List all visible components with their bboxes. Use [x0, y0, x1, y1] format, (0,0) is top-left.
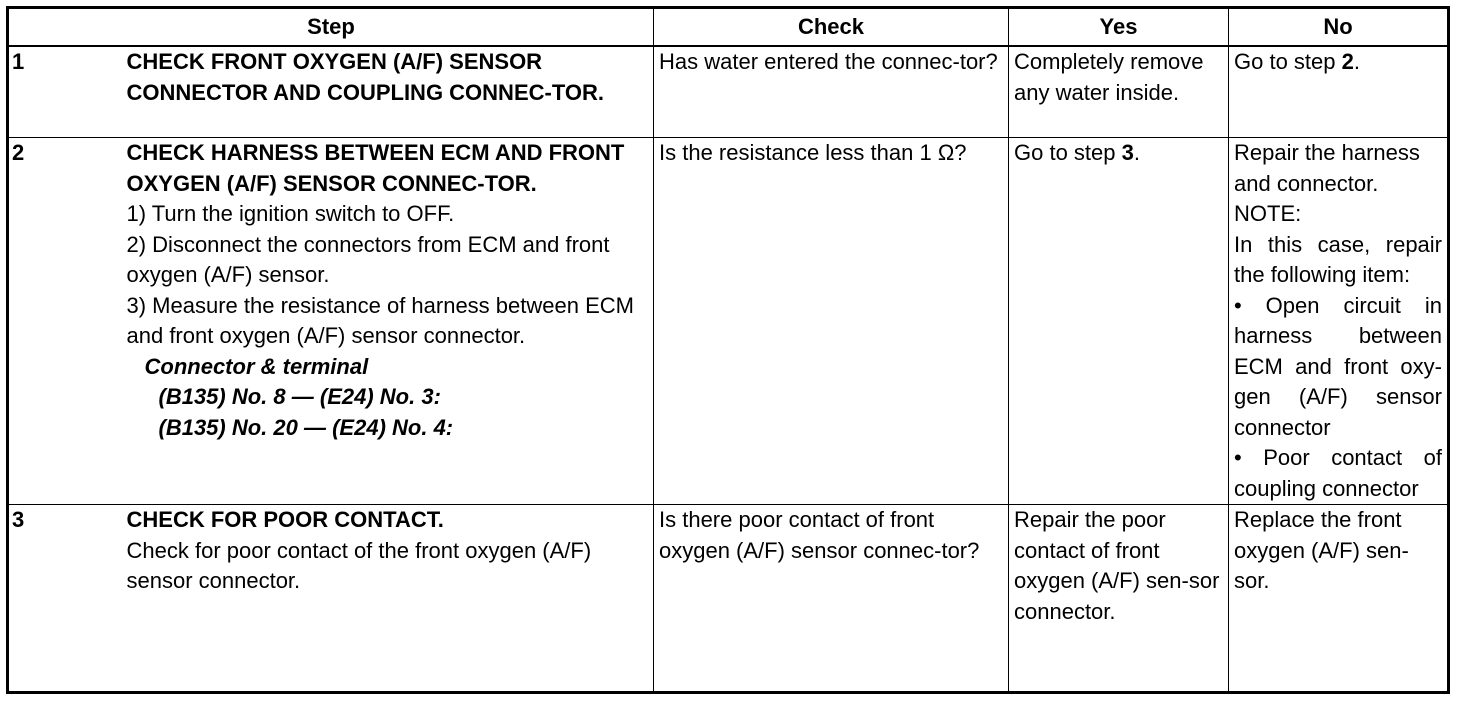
table-row [8, 138, 1449, 505]
yes-cell: Completely remove any water inside. [1009, 46, 1229, 138]
no-cell [1229, 46, 1449, 138]
check-cell: Is there poor contact of front oxygen (A/F) sensor connec-tor? [654, 505, 1009, 693]
header-yes: Yes [1009, 8, 1229, 47]
instruction-line: Check for poor contact of the front oxygen (A/F) sensor connector. [126, 537, 592, 593]
no-step-ref: 2 [1341, 49, 1354, 74]
instruction-line: 2) Disconnect the connectors from ECM and front oxygen (A/F) sensor. [126, 231, 610, 287]
no-cell: Replace the front oxygen (A/F) sen-sor. [1229, 505, 1449, 693]
header-step: Step [8, 8, 654, 47]
table-row [8, 505, 1449, 693]
step-cell [127, 138, 654, 505]
instruction-line: 3) Measure the resistance of harness between ECM and front oxygen (A/F) sensor connector. [126, 292, 634, 348]
yes-text: Go to step [1014, 140, 1122, 165]
instruction-line: 1) Turn the ignition switch to OFF. [126, 201, 455, 226]
table-row [8, 46, 1449, 138]
connector-title: Connector & terminal [144, 353, 369, 379]
step-number: 2 [8, 138, 127, 505]
note-text: In this case, repair the following item: [1234, 231, 1442, 287]
step-title: CHECK FRONT OXYGEN (A/F) SENSOR CONNECTOR AND COUPLING CONNEC-TOR. [126, 49, 604, 105]
note-label: NOTE: [1234, 201, 1302, 226]
step-cell [127, 46, 654, 138]
check-cell: Is the resistance less than 1 Ω? [654, 138, 1009, 505]
yes-cell [1009, 138, 1229, 505]
header-row [8, 8, 1449, 47]
step-title: CHECK FOR POOR CONTACT. [126, 507, 444, 532]
no-suffix: . [1353, 49, 1360, 74]
connector-terminal: (B135) No. 8 — (E24) No. 3: [158, 384, 441, 409]
connector-terminal: (B135) No. 20 — (E24) No. 4: [158, 414, 454, 440]
yes-step-ref: 3 [1121, 140, 1134, 165]
yes-suffix: . [1133, 140, 1140, 165]
no-cell [1229, 138, 1449, 505]
header-check: Check [654, 8, 1009, 47]
check-cell: Has water entered the connec-tor? [654, 46, 1009, 138]
step-number: 1 [8, 46, 127, 138]
step-number: 3 [8, 505, 127, 693]
no-text: Go to step [1234, 49, 1342, 74]
diagnostic-table [6, 6, 1450, 694]
note-item: • Poor contact of coupling connector [1234, 445, 1442, 501]
note-item: • Open circuit in harness between ECM and front oxy-gen (A/F) sensor connector [1234, 292, 1442, 440]
step-title: CHECK HARNESS BETWEEN ECM AND FRONT OXYGEN (A/F) SENSOR CONNEC-TOR. [126, 140, 625, 196]
yes-cell: Repair the poor contact of front oxygen (A/F) sen-sor connector. [1009, 505, 1229, 693]
step-cell [127, 505, 654, 693]
no-main-text: Repair the harness and connector. [1234, 140, 1420, 196]
header-no: No [1229, 8, 1449, 47]
